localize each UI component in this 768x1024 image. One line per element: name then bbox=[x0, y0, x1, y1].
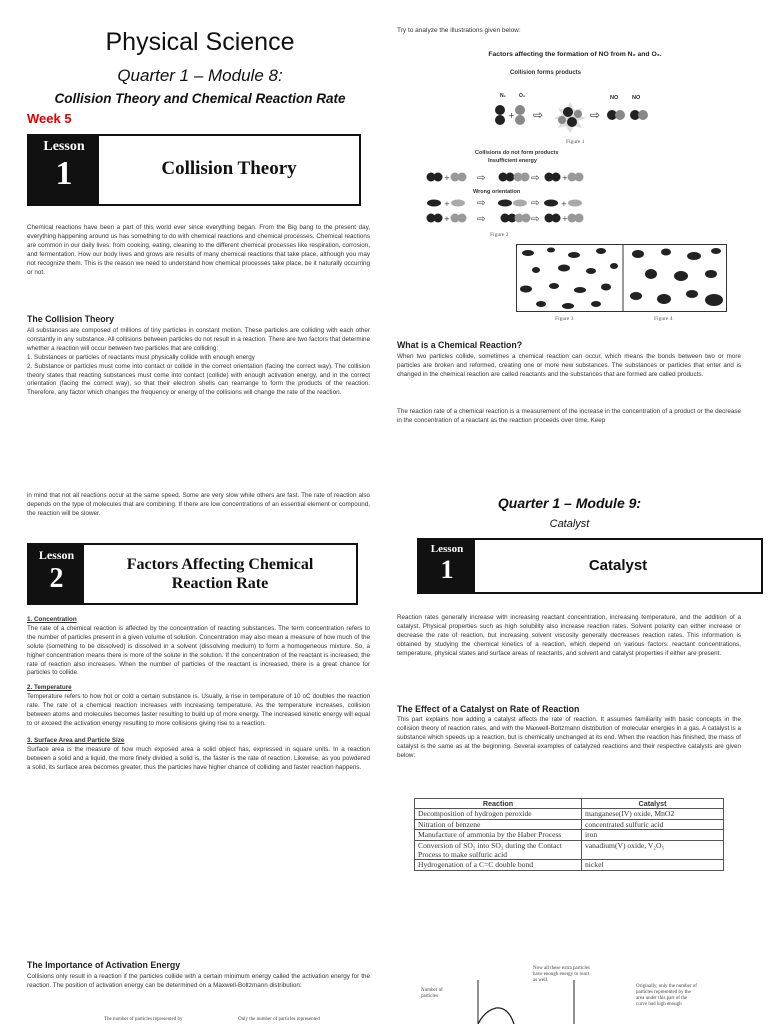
week-label: Week 5 bbox=[27, 111, 72, 126]
lesson-title-line1: Factors Affecting Chemical bbox=[126, 556, 314, 573]
catalyst-effect-heading: The Effect of a Catalyst on Rate of Reaction bbox=[397, 704, 580, 714]
catalyst-lesson-banner bbox=[417, 538, 763, 594]
svg-text:+: + bbox=[562, 174, 568, 182]
svg-text:⇨: ⇨ bbox=[477, 214, 486, 225]
graph-note-right: Originally, only the number of particles represented by the area under this part of the curve had high enough bbox=[636, 984, 697, 1007]
graph-y-label: Number of particles bbox=[421, 988, 443, 999]
lesson-title bbox=[84, 555, 356, 593]
collision-theory-text bbox=[27, 327, 370, 398]
try-text: Try to analyze the illustrations given below: bbox=[397, 27, 521, 34]
temperature-text: Temperature refers to how hot or cold a certain substance is. Usually, a rise in temperature of 10 oC doubles the reaction rate. The rate of a chemical reaction increases with increasing temperature. As the temperature increases, collision between atoms and molecules becomes faster resulting to build up of more energy. The increased kinetic energy will equal to or exceed the activation energy resulting to more collisions giving rise to a reaction. bbox=[27, 693, 370, 727]
reaction-cell: Manufacture of ammonia by the Haber Process bbox=[415, 830, 582, 840]
catalyst-cell: iron bbox=[582, 830, 724, 840]
o2-molecule bbox=[515, 105, 525, 125]
wrong-orientation-label: Wrong orientation bbox=[473, 189, 521, 195]
lesson-tab bbox=[29, 136, 99, 204]
catalyst-cell: nickel bbox=[582, 860, 724, 870]
lesson-2-banner bbox=[27, 543, 358, 605]
surface-area-heading: 3. Surface Area and Particle Size bbox=[27, 736, 125, 744]
svg-text:+: + bbox=[444, 200, 450, 208]
no-products-label: Collisions do not form products bbox=[475, 150, 559, 156]
figure-1-caption: Figure 1 bbox=[566, 139, 585, 145]
chemical-reaction-p1: When two particles collide, sometimes a chemical reaction can occur, which means the bonds between two or more particles are broken and reformed, creating one or more new substances. The substances or particles that enter and is changed in the chemical reaction are called reactants and the substances that are formed are called products. bbox=[397, 353, 741, 378]
table-row bbox=[415, 860, 724, 870]
catalyst-column-header: Catalyst bbox=[582, 799, 724, 809]
concentration-heading: 1. Concentration bbox=[27, 616, 77, 623]
catalyst-cell: vanadium(V) oxide, V₂O₅ bbox=[582, 840, 724, 860]
lesson-word: Lesson bbox=[38, 548, 75, 562]
catalyst-cell: concentrated sulfuric acid bbox=[582, 819, 724, 829]
reaction-cell: Nitration of benzene bbox=[415, 819, 582, 829]
svg-text:+: + bbox=[562, 215, 568, 223]
figure-2-caption: Figure 2 bbox=[490, 232, 509, 238]
lesson-number: 1 bbox=[55, 155, 73, 192]
figure-title: Factors affecting the formation of NO from N₂ and O₂. bbox=[488, 51, 662, 58]
lesson-title: Collision Theory bbox=[161, 158, 297, 179]
lesson-tab bbox=[29, 545, 84, 603]
no-molecules bbox=[607, 110, 648, 120]
reaction-cell: Hydrogenation of a C=C double bond bbox=[415, 860, 582, 870]
concentration-text: The rate of a chemical reaction is affected by the concentration of reacting substances. The term concentration refers to the number of particles present in a given volume of solution. Concentration may also mean a measure of how much of the solute (something to be dissolved) is dissolved in a solvent (dissolving medium) to form a homogeneous mixture. So, a higher concentration means there is more of the solute in the solution. If the concentration of the reactant is increased, the rate of reaction also increases. When the number of particles of the reactant is increased, there is a great chance for particles to collide. bbox=[27, 624, 370, 677]
wrong-orientation-illustration bbox=[425, 196, 585, 226]
svg-text:⇨: ⇨ bbox=[477, 173, 486, 184]
catalyst-effect-text: This part explains how adding a catalyst affects the rate of reaction. It assumes familiarity with basic concepts in the collision theory of reaction rates, and with the Maxwell-Boltzmann distribution of molecular energies in a gas. A catalyst is a substance which speeds up a reaction, but is chemically unchanged at its end. When the reaction has finished, the mass of catalyst is the same as at the beginning. Several examples of catalyzed reactions and their respective catalysts are given below: bbox=[397, 716, 741, 759]
factors-section bbox=[27, 616, 370, 773]
catalyst-cell: manganese(IV) oxide, MnO2 bbox=[582, 809, 724, 819]
lesson-title: Catalyst bbox=[588, 557, 648, 574]
collision-burst bbox=[554, 102, 586, 133]
reaction-cell: Decomposition of hydrogen peroxide bbox=[415, 809, 582, 819]
table-row bbox=[415, 830, 724, 840]
temperature-heading: 2. Temperature bbox=[27, 684, 72, 692]
collision-theory-p1: All substances are composed of millions of tiny particles in constant motion. These particles are colliding with each other constantly in any substance. All collisions between particles do not result in a reaction. There are two factors that determine whether a reaction will occur between two particles that are colliding: bbox=[27, 327, 370, 352]
lesson-tab bbox=[419, 540, 475, 592]
figure-3-caption: Figure 3 bbox=[555, 316, 574, 322]
activation-energy-heading: The Importance of Activation Energy bbox=[27, 960, 181, 970]
collision-theory-heading: The Collision Theory bbox=[27, 314, 114, 324]
maxwell-boltzmann-graph bbox=[470, 980, 620, 1024]
table-row bbox=[415, 840, 724, 860]
catalyst-table bbox=[414, 798, 724, 871]
svg-text:⇨: ⇨ bbox=[531, 173, 540, 184]
lesson-word: Lesson bbox=[430, 543, 464, 555]
chemical-reaction-p2: The reaction rate of a chemical reaction is a measurement of the increase in the concentration of a product or the decrease in the concentration of a reactant as the reaction proceeds over time. Keep bbox=[397, 408, 741, 424]
lesson-title-line2: Reaction Rate bbox=[171, 575, 269, 592]
module-title: Collision Theory and Chemical Reaction Rate bbox=[54, 91, 346, 106]
lesson-1-banner bbox=[27, 134, 361, 206]
svg-text:+: + bbox=[444, 174, 450, 182]
n2-label: N₂ bbox=[500, 93, 506, 99]
lesson-number: 1 bbox=[440, 555, 454, 584]
no-label-1: NO bbox=[610, 95, 619, 101]
activation-label-right: Only the number of particles represented bbox=[238, 1017, 320, 1022]
svg-text:⇨: ⇨ bbox=[531, 198, 540, 209]
chemical-reaction-heading: What is a Chemical Reaction? bbox=[397, 340, 523, 350]
o2-label: O₂ bbox=[519, 93, 526, 99]
svg-text:⇨: ⇨ bbox=[590, 108, 601, 122]
figure-1-illustration bbox=[490, 100, 660, 134]
table-row bbox=[415, 819, 724, 829]
module-9-heading: Quarter 1 – Module 9: bbox=[497, 495, 642, 511]
svg-text:+: + bbox=[444, 215, 450, 223]
intro-paragraph: Chemical reactions have been a part of this world ever since everything began. From the Big bang to the present day, everything happening around us has something to do with chemical reactions and chemical processes. Chemical reactions are common in our daily lives: from cooking, eating, cleaning to the different chemical processes like respiration, corrosion, and fermentation. How our body lives and grows are results of many chemical reactions that take place, although you may not recognize them. This is the reason we need to understand how chemical processes take place, be it naturally occurring or not. bbox=[27, 224, 370, 276]
collision-theory-item1: 1. Substances or particles of reactants must physically collide with enough energy bbox=[27, 353, 255, 361]
table-header-row bbox=[415, 799, 724, 809]
no-label-2: NO bbox=[632, 95, 641, 101]
reaction-cell: Conversion of SO₂ into SO₃ during the Contact Process to make sulfuric acid bbox=[415, 840, 582, 860]
svg-text:+: + bbox=[508, 111, 515, 120]
catalyst-intro: Reaction rates generally increase with increasing reactant concentration, increasing temperature, and the addition of a catalyst. Physical properties such as high solubility also increase reaction rates. Solvent polarity can either increase or decrease the rate of reaction, but increasing solvent viscosity generally decreases reaction rates. This information is obtained by studying the chemical kinetics of a reaction, which depend on various factors: reactant concentrations, temperature, physical states and surface areas of reactants, and solvent and catalyst properties if either are present. bbox=[397, 614, 741, 657]
lesson-number: 2 bbox=[49, 563, 64, 594]
lesson-word: Lesson bbox=[43, 139, 85, 154]
continuation-paragraph: in mind that not all reactions occur at the same speed. Some are very slow while others are fast. The rate of reaction also depends on the type of molecules that are combining. If there are low concentrations of an essential element or compound, the reaction will be slower. bbox=[27, 492, 370, 517]
svg-text:⇨: ⇨ bbox=[477, 198, 486, 209]
activation-label-left: The number of particles represented by bbox=[104, 1017, 183, 1022]
insufficient-energy-label: Insufficient energy bbox=[488, 158, 537, 164]
activation-energy-text: Collisions only result in a reaction if the particles collide with a certain minimum energy called the activation energy for the reaction. The position of activation energy can be determined on a Maxwell-Boltzmann distribution: bbox=[27, 973, 370, 989]
graph-note-top: Now all these extra particles have enough energy to react as well. bbox=[533, 966, 590, 983]
page-title: Physical Science bbox=[105, 28, 295, 56]
svg-text:⇨: ⇨ bbox=[533, 108, 544, 122]
collision-theory-item2: 2. Substance or particles must come into contact or collide in the correct orientation (facing the correct way). The collision theory states that reacting substances must come into contact (collide) with enough activation energy, and in the correct orientation (facing the correct way), so that their electron shells can rearrange to form the products of the reaction. Therefore, any factor which changes the frequency or energy of the collisions will change the rate of the reaction. bbox=[27, 362, 370, 397]
svg-text:+: + bbox=[561, 200, 567, 208]
figure-3-4-illustration bbox=[516, 244, 727, 312]
collision-forms-label: Collision forms products bbox=[510, 70, 582, 76]
n2-molecule bbox=[495, 105, 505, 125]
module-9-subtitle: Catalyst bbox=[549, 518, 590, 530]
surface-area-text: Surface area is the measure of how much exposed area a solid object has, expressed in square units. In a reaction between a solid and a liquid, the more finely divided a solid is, the faster is the rate of reaction. Likewise, as you powdered a solid, its surface area becomes greater, thus the particles have higher chance of colliding and faster reaction happens. bbox=[27, 745, 370, 771]
insufficient-energy-illustration bbox=[425, 168, 585, 186]
svg-text:⇨: ⇨ bbox=[531, 214, 540, 225]
figure-4-caption: Figure 4 bbox=[654, 316, 673, 322]
table-row bbox=[415, 809, 724, 819]
reaction-column-header: Reaction bbox=[415, 799, 582, 809]
module-heading: Quarter 1 – Module 8: bbox=[117, 66, 283, 85]
